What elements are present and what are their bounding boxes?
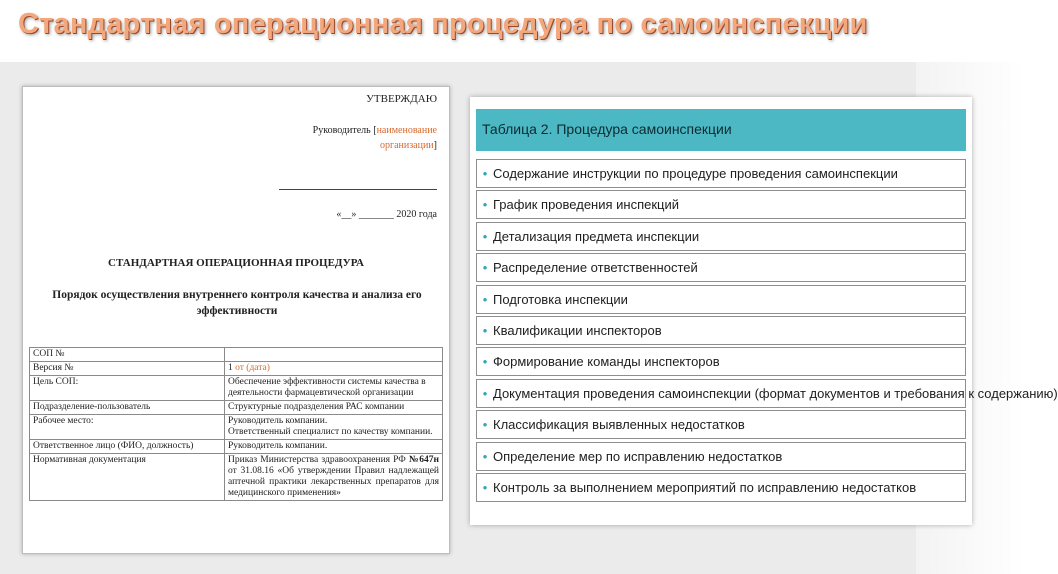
list-item-label: Содержание инструкции по процедуре проведения самоинспекции: [493, 166, 898, 181]
row-value: Обеспечение эффективности системы качества в деятельности фармацевтической организации: [225, 376, 443, 401]
row-value: [225, 348, 443, 362]
row-value: Структурные подразделения РАС компании: [225, 401, 443, 415]
list-item-label: Формирование команды инспекторов: [493, 354, 720, 370]
list-item-label: Распределение ответственностей: [493, 260, 698, 276]
bullet-icon: •: [482, 166, 488, 181]
signature-line: [279, 189, 437, 190]
bullet-icon: •: [482, 448, 488, 464]
row-value: [225, 415, 443, 440]
workplace-line-1: Руководитель компании.: [228, 416, 328, 426]
row-key: Подразделение-пользователь: [30, 401, 225, 415]
bullet-icon: •: [482, 385, 488, 401]
table-row: [30, 415, 443, 440]
head-placeholder-2: организации: [379, 140, 434, 151]
procedure-list: [476, 159, 1058, 504]
bullet-icon: •: [482, 417, 488, 433]
procedure-table-header: Таблица 2. Процедура самоинспекции: [476, 109, 966, 151]
list-item: [476, 253, 966, 282]
row-key: СОП №: [30, 348, 225, 362]
table-row: [30, 440, 443, 454]
order-number: №647н: [408, 455, 439, 465]
list-item: [476, 473, 966, 502]
row-value: Руководитель компании.: [225, 440, 443, 454]
document-title: СТАНДАРТНАЯ ОПЕРАЦИОННАЯ ПРОЦЕДУРА: [108, 257, 364, 269]
row-key: Нормативная документация: [30, 454, 225, 501]
procedure-table-card: [470, 97, 1058, 525]
list-item-label: Классификация выявленных недостатков: [493, 417, 745, 433]
row-key: Ответственное лицо (ФИО, должность): [30, 440, 225, 454]
bullet-icon: •: [482, 197, 488, 213]
bullet-icon: •: [482, 260, 488, 276]
workplace-line-2: Ответственный специалист по качеству компании.: [228, 427, 433, 437]
order-text: Приказ Министерства здравоохранения РФ: [228, 455, 409, 465]
list-item: [476, 316, 966, 345]
head-prefix: Руководитель [: [312, 125, 377, 136]
version-number: 1: [228, 363, 236, 373]
row-key: Цель СОП:: [30, 376, 225, 401]
list-item: [476, 410, 966, 439]
sop-document: [22, 86, 450, 554]
bullet-icon: •: [482, 291, 488, 307]
list-item: [476, 190, 966, 219]
list-item-label: Квалификации инспекторов: [493, 322, 662, 338]
list-item: [476, 159, 966, 188]
row-key: Версия №: [30, 362, 225, 376]
list-item-label: Документация проведения самоинспекции (формат документов и требования к содержанию): [493, 385, 1058, 401]
bullet-icon: •: [482, 354, 488, 370]
bullet-icon: •: [482, 228, 488, 244]
row-key: Рабочее место:: [30, 415, 225, 440]
row-value: [225, 362, 443, 376]
head-signature-block: [313, 123, 437, 153]
list-item: [476, 347, 966, 376]
row-value: [225, 454, 443, 501]
bullet-icon: •: [482, 479, 488, 495]
document-subtitle: Порядок осуществления внутреннего контроля качества и анализа его эффективности: [52, 289, 422, 317]
list-item-label: Детализация предмета инспекции: [493, 228, 700, 244]
bullet-icon: •: [482, 322, 488, 338]
table-row: [30, 348, 443, 362]
order-text-rest: от 31.08.16 «Об утверждении Правил надлежащей аптечной практики лекарственных препаратов для медицинского применения»: [228, 466, 439, 498]
table-row: [30, 376, 443, 401]
slide-title: Стандартная операционная процедура по самоинспекции: [18, 8, 868, 40]
list-item: [476, 285, 966, 314]
date-line: «__» _______ 2020 года: [336, 209, 437, 220]
list-item: [476, 442, 966, 471]
approve-label: УТВЕРЖДАЮ: [366, 93, 437, 105]
list-item: [476, 379, 1058, 408]
version-date-placeholder: от (дата): [235, 363, 270, 373]
table-row: [30, 362, 443, 376]
list-item-label: Контроль за выполнением мероприятий по исправлению недостатков: [493, 479, 917, 495]
table-row: [30, 401, 443, 415]
list-item-label: Определение мер по исправлению недостатков: [493, 448, 783, 464]
head-placeholder-1: наименование: [376, 125, 437, 136]
sop-meta-table: [29, 347, 443, 501]
list-item: [476, 222, 966, 251]
bracket-close: ]: [433, 140, 437, 151]
list-item-label: График проведения инспекций: [493, 197, 680, 213]
table-row: [30, 454, 443, 501]
list-item-label: Подготовка инспекции: [493, 291, 628, 307]
